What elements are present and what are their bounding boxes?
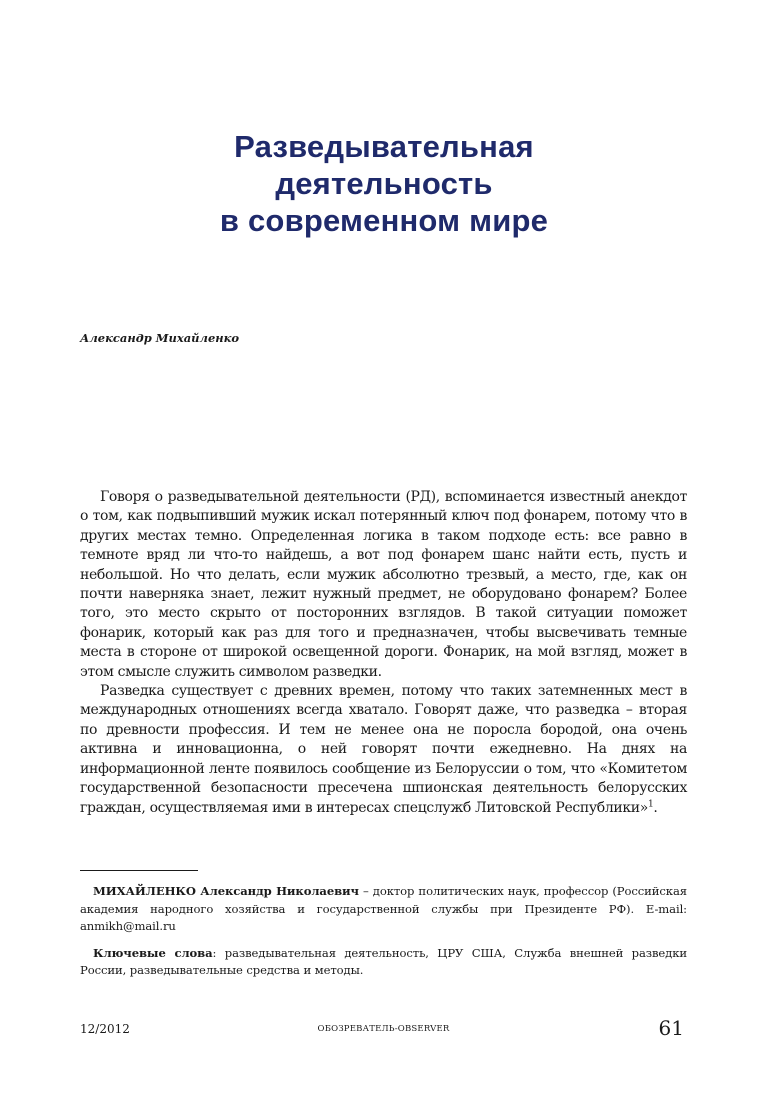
author-note (80, 883, 687, 936)
body-paragraph-2-text: Разведка существует с древних времен, потому что таких затемненных мест в международных отношениях всегда хватало. Говорят даже, что разведка – вторая по древности профессия. И тем не менее она не поросла бородой, она очень активна и инновационна, о ней говорят почти ежедневно. На днях на информационной ленте появилось сообщение из Белоруссии о том, что «Комитетом государственной безопасности пресечена шпионская деятельность белорусских граждан, осуществляемая ими в интересах спецслужб Литовской Республики» (80, 683, 687, 816)
keywords-label: Ключевые слова (93, 945, 213, 960)
article-notes (80, 883, 687, 989)
footnote-marker[interactable]: 1 (647, 798, 654, 809)
title-line-1: Разведывательная (234, 129, 534, 164)
article-title (120, 128, 648, 239)
body-paragraph-2-end: . (653, 799, 658, 816)
keywords-text: : разведывательная деятельность, ЦРУ США, Служба внешней разведки России, разведывательные средства и методы. (80, 945, 687, 977)
author-note-name: МИХАЙЛЕНКО Александр Николаевич (93, 884, 359, 898)
article-body (80, 488, 687, 818)
author-note-info: – доктор политических наук, профессор (Российская академия народного хозяйства и государственной службы при Президенте РФ). E-mail: anmikh@mail.ru (80, 884, 687, 933)
issue-number: 12/2012 (80, 1022, 130, 1036)
footnote-divider (80, 870, 198, 871)
title-line-2: деятельность (275, 166, 493, 201)
author-name: Александр Михайленко (80, 331, 240, 345)
body-paragraph-1: Говоря о разведывательной деятельности (РД), вспоминается известный анекдот о том, как подвыпивший мужик искал потерянный ключ под фонарем, потому что в других местах темно. Определенная логика в таком подходе есть: все равно в темноте вряд ли что-то найдешь, а вот под фонарем шанс найти есть, пусть и небольшой. Но что делать, если мужик абсолютно трезвый, а место, где, как он почти наверняка знает, лежит нужный предмет, не оборудовано фонарем? Более того, это место скрыто от посторонних взглядов. В такой ситуации поможет фонарик, который как раз для того и предназначен, чтобы высвечивать темные места в стороне от широкой освещенной дороги. Фонарик, на мой взгляд, может в этом смысле служить символом разведки. (80, 489, 687, 680)
journal-name: ОБОЗРЕВАТЕЛЬ-OBSERVER (317, 1024, 450, 1034)
body-paragraph-2 (80, 682, 687, 818)
title-line-3: в современном мире (219, 203, 549, 238)
page-footer (80, 1016, 687, 1044)
page-number: 61 (658, 1016, 684, 1040)
keywords-note (80, 945, 687, 980)
